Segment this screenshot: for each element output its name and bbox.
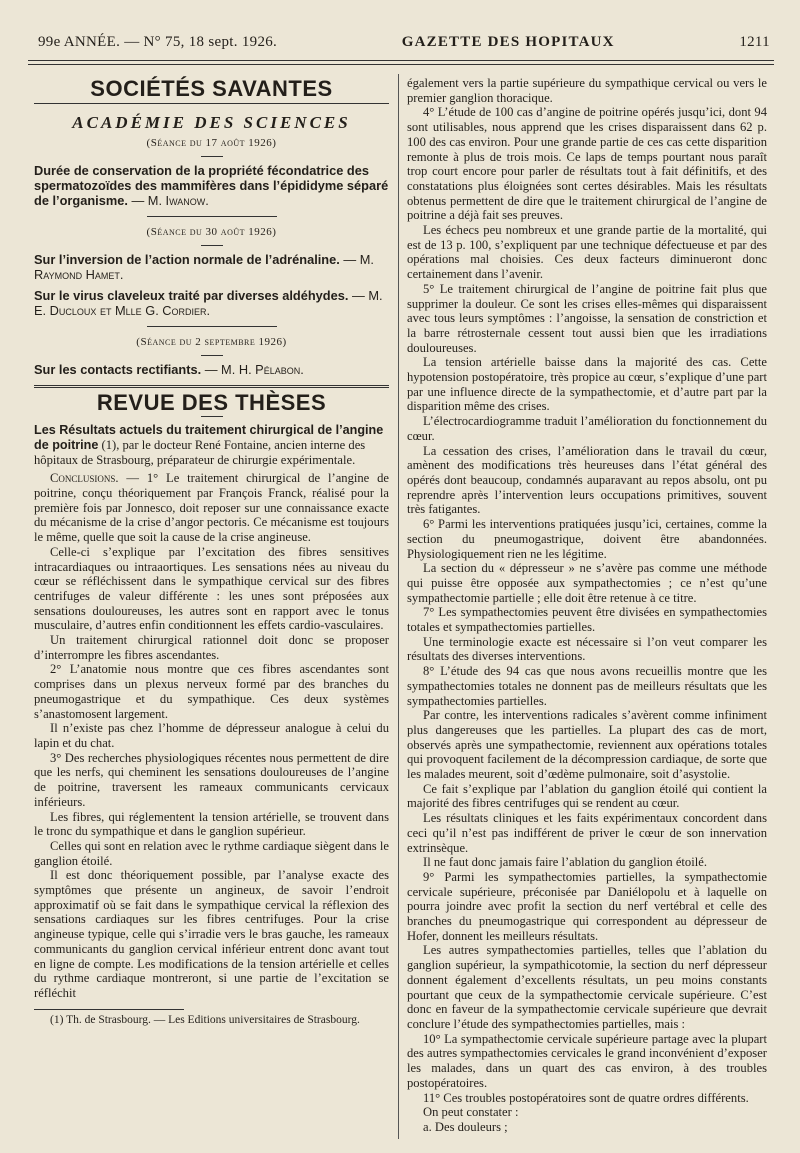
paragraph: Un traitement chirurgical rationnel doit donc se proposer d’interrompre les fibres ascendantes. bbox=[34, 633, 389, 662]
paragraph: La cessation des crises, l’amélioration dans le travail du cœur, amènent des modifications très heureuses dans l’état général des opérés dont beaucoup, condamnés auparavant au repos absolu, ont pu reprendre après l’intervention leurs occupations primitives, souvent très fatigantes. bbox=[407, 443, 767, 517]
communication-title: Sur le virus claveleux traité par diverses aldéhydes. bbox=[34, 287, 349, 303]
paragraph: On peut constater : bbox=[423, 1105, 519, 1120]
paragraph bbox=[34, 471, 389, 545]
communication-title: Durée de conservation de la propriété fécondatrice des spermatozoïdes des mammifères dans l’épididyme séparé de l’organisme. bbox=[34, 163, 389, 209]
thesis-details: (1), par le docteur René Fontaine, ancien interne des hôpitaux de Strasbourg, préparateur de chirurgie expérimentale. bbox=[34, 437, 366, 467]
paragraph: 8° L’étude des 94 cas que nous avons recueillis montre que les sympathectomies totales ne donnent pas de meilleurs résultats que les sympathectomies partielles. bbox=[407, 664, 767, 708]
paragraph: Celle-ci s’explique par l’excitation des fibres sensitives intracardiaques ou intraaortiques. Les sensations nées au niveau du cœur se réfléchissent dans le sympathique cervical sur des fibres centrifuges de valeur différente : les unes sont préposées aux sensations douloureuses, les autres sont en rapport avec le tonus musculaire, d’autres enfin conditionnent les effets cardio-vasculaires. bbox=[34, 544, 389, 633]
footnote-rule bbox=[34, 1009, 184, 1010]
journal-title: GAZETTE DES HOPITAUX bbox=[401, 34, 615, 50]
paragraph: Les autres sympathectomies partielles, telles que l’ablation du ganglion supérieur, la sympathicotomie, la section du nerf dépresseur donnent également d’excellents résultats, un peu moins constants pourtant que ceux de la sympathectomie cervicale supérieure. C’est donc en faveur de la sympathectomie cervicale supérieure que devrait conclure l’étude des sympathectomies partielles, mais : bbox=[407, 943, 767, 1031]
header-rule-bottom bbox=[28, 64, 774, 65]
communication-author: — M. Iwanow. bbox=[131, 193, 209, 209]
header-rule-top bbox=[28, 60, 774, 61]
communication bbox=[34, 288, 389, 318]
right-column bbox=[407, 76, 767, 1135]
paragraph: L’électrocardiogramme traduit l’amélioration du fonctionnement du cœur. bbox=[407, 414, 767, 443]
section-title-theses: REVUE DES THÈSES bbox=[96, 389, 327, 415]
thesis-title: Les Résultats actuels du traitement chirurgical de l’angine de poitrine bbox=[34, 423, 384, 452]
divider bbox=[147, 326, 277, 327]
paragraph: La section du « dépresseur » ne s’avère pas comme une méthode qui puisse être opposée aux sympathectomies ; ce n’est qu’une sympathectomie partielle ; elle doit être retenue à ce titre. bbox=[407, 561, 767, 605]
paragraph: Il n’existe pas chez l’homme de dépresseur analogue à celui du lapin et du chat. bbox=[34, 721, 389, 750]
seance-date: (Séance du 2 septembre 1926) bbox=[136, 335, 287, 348]
paragraph: 3° Des recherches physiologiques récentes nous permettent de dire que les nerfs, qui cheminent les sensations douloureuses de l’angine de poitrine, traversent les rameaux communicants cervicaux inférieurs. bbox=[34, 750, 389, 809]
academy-title: ACADÉMIE DES SCIENCES bbox=[72, 112, 351, 132]
section-title-societes: SOCIÉTÉS SAVANTES bbox=[90, 76, 333, 101]
paragraph: Une terminologie exacte est nécessaire si l’on veut comparer les résultats des diverses interventions. bbox=[407, 634, 767, 664]
column-separator bbox=[398, 74, 399, 1139]
communication-title: Sur l’inversion de l’action normale de l’adrénaline. bbox=[34, 251, 340, 267]
communication bbox=[34, 362, 389, 377]
short-divider bbox=[201, 355, 223, 356]
paragraph: Celles qui sont en relation avec le rythme cardiaque siègent dans le ganglion étoilé. bbox=[34, 838, 389, 868]
seance-date: (Séance du 17 août 1926) bbox=[146, 137, 277, 150]
footnote: (1) Th. de Strasbourg. — Les Editions universitaires de Strasbourg. bbox=[50, 1013, 360, 1026]
paragraph: Les résultats cliniques et les faits expérimentaux concordent dans ceci qu’il n’est pas indifférent de priver le cœur de son innervation extrinsèque. bbox=[407, 811, 767, 855]
seance-date: (Séance du 30 août 1926) bbox=[146, 226, 277, 239]
paragraph: Par contre, les interventions radicales s’avèrent comme infiniment plus dangereuses que les partielles. La plupart des cas de mort, observés après une sympathectomie, reviennent aux opérations totales qui provoquent facilement de la décompression cardiaque, de sorte que les malades meurent, soit d’œdème pulmonaire, soit d’asystolie. bbox=[407, 708, 767, 782]
paragraph: Il est donc théoriquement possible, par l’analyse exacte des symptômes que présente un angineux, de savoir l’endroit approximatif où se fait dans le sympathique cervical la réflexion des sensations cardiaques sur les fibres centrifuges. Pour la crise angineuse typique, celle qui s’irradie vers le bras gauche, les rameaux communicants du ganglion cervical inférieur entrent donc avant tout en ligne de compte. Les modifications de la tension artérielle et celles du rythme cardiaque montreront, si une partie de l’excitation se réfléchit bbox=[34, 868, 389, 1000]
paragraph: 6° Parmi les interventions pratiquées jusqu’ici, certaines, comme la section du pneumogastrique, doivent être abandonnées. Physiologiquement rien ne les légitime. bbox=[407, 517, 767, 561]
paragraph: Les fibres, qui réglementent la tension artérielle, se trouvent dans le tronc du sympathique et dans le ganglion supérieur. bbox=[34, 809, 389, 839]
short-divider bbox=[201, 156, 223, 157]
paragraph: 10° La sympathectomie cervicale supérieure partage avec la plupart des autres sympathectomies cervicales le grand inconvénient d’exposer les malades, dans un quart des cas environ, à des troubles postopératoires. bbox=[407, 1031, 767, 1090]
thesis-heading bbox=[34, 423, 389, 467]
short-divider bbox=[201, 416, 223, 417]
paragraph: 4° L’étude de 100 cas d’angine de poitrine opérés jusqu’ici, dont 94 sont utilisables, nous apprend que les crises disparaissent dans 62 p. 100 des cas environ. Pour une grande partie de ces cas cette disparition remonte à plus de trois mois. Ce laps de temps pourtant nous paraît trop court encore pour parler de résultats tout à fait définitifs, et des constatations plus éloignées sont certes désirables. Mais les résultats obtenus permettent de dire que le traitement chirurgical de l’angine de poitrine a déjà fait ses preuves. bbox=[407, 105, 767, 223]
communication bbox=[34, 252, 389, 282]
paragraph: 7° Les sympathectomies peuvent être divisées en sympathectomies totales et sympathectomies partielles. bbox=[407, 605, 767, 635]
issue-info: 99e ANNÉE. — N° 75, 18 sept. 1926. bbox=[38, 34, 278, 50]
paragraph: 11° Ces troubles postopératoires sont de quatre ordres différents. bbox=[423, 1090, 749, 1105]
communication bbox=[34, 163, 389, 208]
page-number: 1211 bbox=[739, 34, 770, 50]
paragraph: également vers la partie supérieure du sympathique cervical ou vers le premier ganglion thoracique. bbox=[407, 76, 767, 105]
paragraph: 2° L’anatomie nous montre que ces fibres ascendantes sont comprises dans un plexus nerveux formé par des branches du pneumogastrique et du sympathique. Ces deux systèmes s’anastomosent largement. bbox=[34, 662, 389, 721]
communication-author: — M. Raymond Hamet. bbox=[34, 251, 374, 282]
communication-author: — M. H. Pélabon. bbox=[204, 361, 304, 377]
paragraph: 9° Parmi les sympathectomies partielles, la sympathectomie cervicale supérieure, préconisée par Daniélopolu et à laquelle on pourra joindre avec profit la section du nerf vertébral et celle des branches du pneumogastrique qui correspondent au dépresseur de Hofer, donnent les meilleurs résultats. bbox=[407, 869, 767, 943]
left-column bbox=[34, 76, 389, 1027]
communication-author: — M. E. Ducloux et Mlle G. Cordier. bbox=[34, 287, 383, 318]
page-header bbox=[38, 34, 770, 54]
divider bbox=[34, 103, 389, 104]
divider bbox=[147, 216, 277, 217]
conclusions-label: Conclusions. bbox=[50, 471, 119, 486]
paragraph-text: — 1° Le traitement chirurgical de l’angine de poitrine, conçu théoriquement par François Franck, réalisé pour la première fois par Jonnesco, doit reposer sur une connaissance exacte du mécanisme de la crise d’angor pectoris. Ce mécanisme est toujours le même, quelle que soit la cause de la crise angineuse. bbox=[34, 471, 389, 545]
paragraph: Les échecs peu nombreux et une grande partie de la mortalité, qui est de 13 p. 100, s’expliquent par une technique défectueuse et par des opérations mal choisies. Ces deux facteurs diminueront donc certainement dans l’avenir. bbox=[407, 223, 767, 282]
paragraph: a. Des douleurs ; bbox=[423, 1119, 508, 1134]
double-divider bbox=[34, 385, 389, 388]
paragraph: La tension artérielle baisse dans la majorité des cas. Cette hypotension postopératoire, très propice au cœur, s’explique d’une part par une influence directe de la sympathectomie, et d’autre part par la disparition même des crises. bbox=[407, 355, 767, 414]
short-divider bbox=[201, 245, 223, 246]
paragraph: 5° Le traitement chirurgical de l’angine de poitrine fait plus que supprimer la douleur. Ce sont les crises elles-mêmes qui disparaissent avec tous leurs symptômes : l’angoisse, la sensation de constriction et la barre rétrosternale cessent tout aussi bien que les irradiations douloureuses. bbox=[407, 281, 767, 355]
paragraph: Ce fait s’explique par l’ablation du ganglion étoilé qui contient la majorité des fibres centrifuges qui se rendent au cœur. bbox=[407, 781, 767, 811]
communication-title: Sur les contacts rectifiants. bbox=[34, 361, 202, 377]
paragraph: Il ne faut donc jamais faire l’ablation du ganglion étoilé. bbox=[423, 855, 707, 870]
